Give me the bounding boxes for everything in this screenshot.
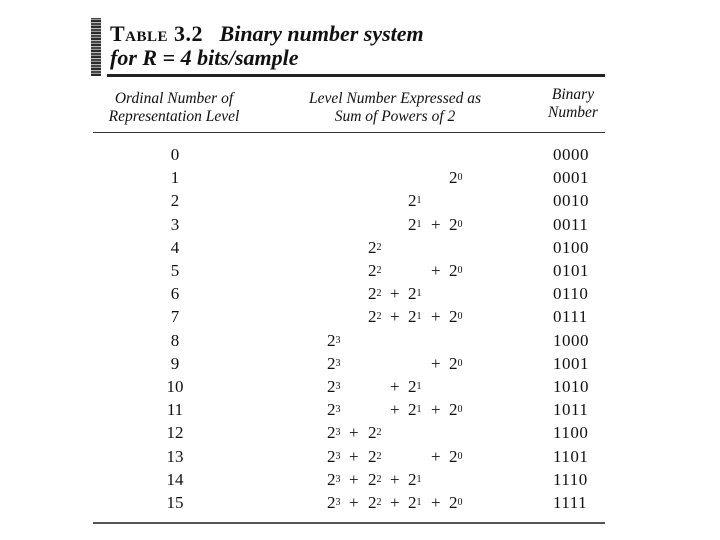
exponent: 1	[416, 473, 422, 485]
power-of-two-term: $2^3$	[327, 377, 341, 396]
table-title	[110, 22, 424, 70]
plus-operator: +	[349, 469, 359, 489]
exponent: 3	[335, 427, 341, 439]
power-of-two-term: $2^1$	[408, 400, 422, 420]
plus-operator: +	[390, 307, 400, 327]
power-of-two-term: $2^2$	[368, 284, 382, 304]
power-of-two-term: $2^0$	[449, 493, 463, 512]
caption-line-1: Binary number system	[219, 21, 424, 46]
plus-operator: +	[390, 377, 400, 396]
table-row	[0, 445, 720, 468]
power-of-two-term: $2^1$	[408, 307, 422, 327]
plus-operator: +	[431, 307, 441, 327]
ordinal-cell: 15	[166, 493, 184, 512]
ordinal-cell: 10	[166, 377, 184, 396]
exponent: 2	[376, 288, 382, 300]
power-of-two-term: $2^0$	[449, 168, 463, 188]
bottom-rule	[93, 522, 605, 524]
power-of-two-term: $2^0$	[449, 307, 463, 327]
power-of-two-term: $2^1$	[408, 469, 422, 489]
binary-cell: 0011	[553, 214, 589, 234]
power-of-two-term: $2^2$	[368, 446, 382, 466]
ordinal-cell: 8	[170, 330, 180, 350]
ordinal-cell: 6	[170, 284, 180, 304]
exponent: 1	[416, 381, 422, 392]
header-sum-of-powers	[280, 90, 510, 126]
ordinal-cell: 2	[170, 191, 180, 211]
exponent: 2	[376, 311, 382, 323]
table-row	[0, 305, 720, 328]
binary-cell: 1111	[553, 493, 588, 512]
power-of-two-term: $2^2$	[368, 469, 382, 489]
ordinal-cell: 7	[170, 307, 180, 327]
binary-cell: 0001	[553, 168, 589, 188]
ordinal-cell: 3	[170, 214, 180, 234]
exponent: 0	[457, 265, 463, 276]
binary-cell: 0110	[553, 284, 589, 304]
plus-operator: +	[349, 446, 359, 466]
ordinal-cell: 9	[170, 353, 180, 373]
plus-operator: +	[431, 400, 441, 420]
table-row	[0, 329, 720, 352]
exponent: 1	[416, 218, 422, 230]
exponent: 3	[335, 357, 341, 369]
exponent: 2	[376, 265, 382, 276]
binary-cell: 0000	[553, 145, 589, 164]
power-of-two-term: $2^3$	[327, 353, 341, 373]
binary-cell: 1101	[553, 446, 589, 466]
table-row	[0, 259, 720, 282]
exponent: 2	[376, 450, 382, 462]
exponent: 0	[457, 450, 463, 462]
binary-cell: 1100	[553, 423, 589, 443]
title-line-1	[110, 22, 424, 46]
exponent: 0	[457, 357, 463, 369]
plus-operator: +	[431, 261, 441, 280]
exponent: 0	[457, 172, 463, 184]
table-row	[0, 421, 720, 444]
header-ordinal	[93, 90, 255, 126]
binary-cell: 1010	[553, 377, 589, 396]
header-rule	[93, 132, 605, 133]
exponent: 2	[376, 427, 382, 439]
ordinal-cell: 14	[166, 469, 184, 489]
exponent: 3	[335, 497, 341, 508]
power-of-two-term: $2^2$	[368, 307, 382, 327]
binary-cell: 0111	[553, 307, 588, 327]
binary-cell: 1110	[553, 469, 588, 489]
ordinal-cell: 13	[166, 446, 184, 466]
exponent: 2	[376, 473, 382, 485]
binary-cell: 1011	[553, 400, 589, 420]
power-of-two-term: $2^2$	[368, 237, 382, 257]
plus-operator: +	[431, 493, 441, 512]
power-of-two-term: $2^3$	[327, 446, 341, 466]
binary-cell: 0100	[553, 237, 589, 257]
table-row	[0, 375, 720, 398]
power-of-two-term: $2^3$	[327, 330, 341, 350]
power-of-two-term: $2^2$	[368, 493, 382, 512]
power-of-two-term: $2^3$	[327, 469, 341, 489]
exponent: 3	[335, 450, 341, 462]
exponent: 3	[335, 473, 341, 485]
power-of-two-term: $2^0$	[449, 400, 463, 420]
table-row	[0, 398, 720, 421]
ordinal-cell: 11	[166, 400, 184, 420]
plus-operator: +	[349, 423, 359, 443]
scan-margin-mark	[91, 18, 101, 76]
header-binary-line-2: Number	[548, 104, 598, 121]
exponent: 3	[335, 334, 341, 346]
table-row	[0, 166, 720, 189]
table-row	[0, 352, 720, 375]
power-of-two-term: $2^0$	[449, 214, 463, 234]
power-of-two-term: $2^3$	[327, 423, 341, 443]
plus-operator: +	[349, 493, 359, 512]
table-row	[0, 282, 720, 305]
binary-cell: 0010	[553, 191, 589, 211]
plus-operator: +	[431, 214, 441, 234]
table-label: Table 3.2	[110, 21, 204, 46]
exponent: 3	[335, 404, 341, 416]
ordinal-cell: 12	[166, 423, 184, 443]
plus-operator: +	[390, 400, 400, 420]
header-binary-line-1: Binary	[551, 86, 595, 103]
power-of-two-term: $2^2$	[368, 261, 382, 280]
table-row	[0, 491, 720, 514]
title-line-2	[110, 46, 424, 70]
power-of-two-term: $2^3$	[327, 493, 341, 512]
power-of-two-term: $2^1$	[408, 493, 422, 512]
header-sum-line-2: Sum of Powers of 2	[334, 108, 456, 125]
plus-operator: +	[431, 446, 441, 466]
power-of-two-term: $2^0$	[449, 446, 463, 466]
exponent: 1	[416, 195, 422, 207]
header-binary	[528, 86, 618, 122]
exponent: 1	[416, 288, 422, 300]
header-ordinal-line-2: Representation Level	[108, 108, 240, 125]
power-of-two-term: $2^1$	[408, 377, 422, 396]
power-of-two-term: $2^1$	[408, 191, 422, 211]
table-row	[0, 236, 720, 259]
ordinal-cell: 4	[170, 237, 180, 257]
exponent: 0	[457, 404, 463, 416]
power-of-two-term: $2^2$	[368, 423, 382, 443]
exponent: 2	[376, 497, 382, 508]
power-of-two-term: $2^0$	[449, 261, 463, 280]
table-row	[0, 468, 720, 491]
table-row	[0, 143, 720, 166]
table-row	[0, 213, 720, 236]
binary-cell: 1001	[553, 353, 589, 373]
exponent: 0	[457, 218, 463, 230]
exponent: 1	[416, 311, 422, 323]
power-of-two-term: $2^0$	[449, 353, 463, 373]
ordinal-cell: 5	[170, 261, 180, 280]
header-sum-line-1: Level Number Expressed as	[308, 90, 482, 107]
exponent: 3	[335, 381, 341, 392]
power-of-two-term: $2^1$	[408, 284, 422, 304]
ordinal-cell: 0	[170, 145, 180, 164]
table-row	[0, 189, 720, 212]
binary-cell: 1000	[553, 330, 589, 350]
power-of-two-term: $2^3$	[327, 400, 341, 420]
power-of-two-term: $2^1$	[408, 214, 422, 234]
plus-operator: +	[431, 353, 441, 373]
exponent: 1	[416, 497, 422, 508]
header-ordinal-line-1: Ordinal Number of	[114, 90, 234, 107]
exponent: 1	[416, 404, 422, 416]
plus-operator: +	[390, 469, 400, 489]
ordinal-cell: 1	[170, 168, 180, 188]
caption-line-2: for R = 4 bits/sample	[110, 45, 299, 70]
plus-operator: +	[390, 493, 400, 512]
top-rule	[107, 74, 605, 77]
binary-cell: 0101	[553, 261, 589, 280]
exponent: 0	[457, 497, 463, 508]
exponent: 0	[457, 311, 463, 323]
plus-operator: +	[390, 284, 400, 304]
exponent: 2	[376, 241, 382, 253]
